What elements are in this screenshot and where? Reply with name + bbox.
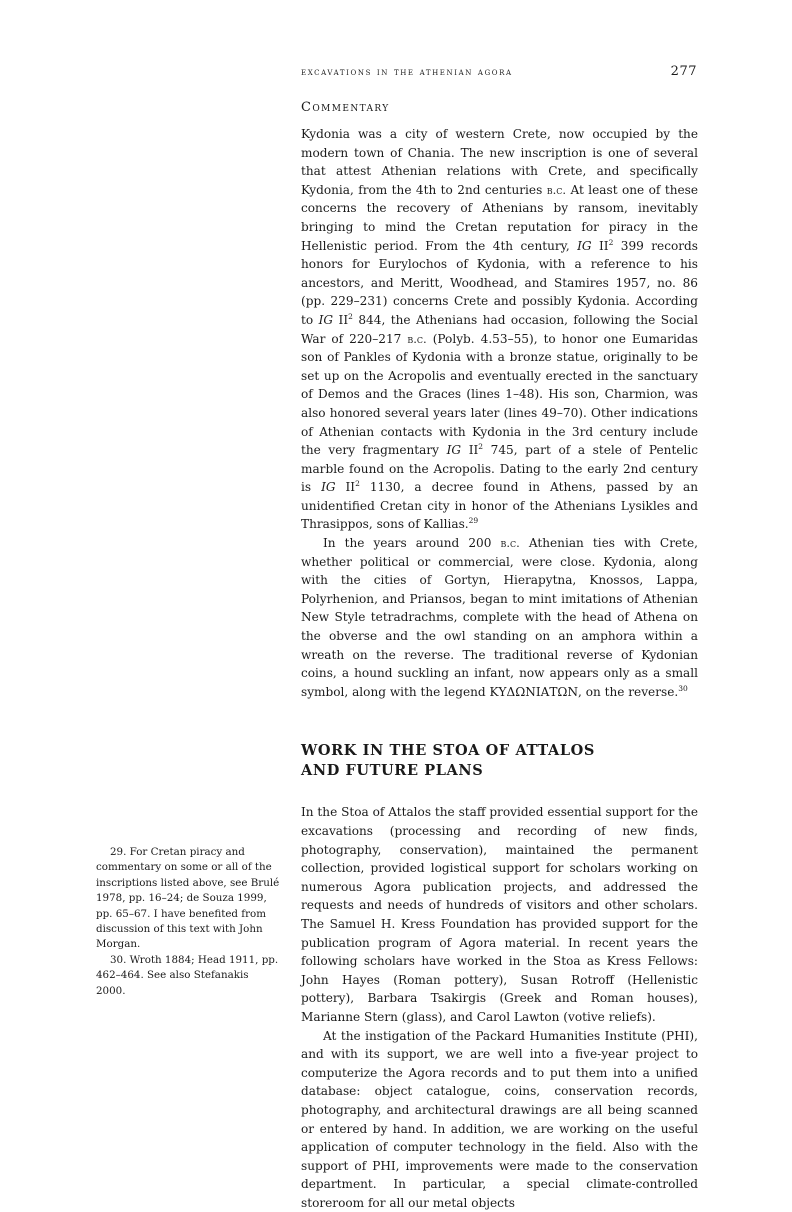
ig-edition: 2	[478, 442, 484, 452]
section-paragraph-1: In the Stoa of Attalos the staff provided essential support for the excavations (processing and recording of new finds, photography, conservation), maintained the permanent collection, provided logistical support for scholars working on numerous Agora publication projects, and addressed the requests and needs of hundreds of visitors and other scholars. The Samuel H. Kress Foundation has provided support for the publication program of Agora material. In recent years the following scholars have worked in the Stoa as Kress Fellows: John Hayes (Roman pottery), Susan Rotroff (Hellenistic pottery), Barbara Tsakirgis (Greek and Roman houses), Marianne Stern (glass), and Carol Lawton (votive reliefs).	[301, 805, 698, 1024]
running-head-title: excavations in the athenian agora	[301, 66, 513, 78]
text-run: 745, part of a stele of Pentelic marble found on the Acropolis. Dating to the early 2nd century is	[301, 443, 698, 495]
text-run: Kydonia was a city of western Crete, now occupied by the modern town of Chania. The new inscription is one of several that attest Athenian relations with Crete, and specifically Kydonia, from the 4th to 2nd centuries	[301, 127, 698, 197]
era-abbrev: b.c.	[407, 331, 427, 346]
footnote-29: 29. For Cretan piracy and commentary on some or all of the inscriptions listed above, see Brulé 1978, pp. 16–24; de Souza 1999, pp. 65–67. I have benefited from discussion of this text with John Morgan.	[96, 846, 280, 951]
text-run: 844, the Athenians had occasion, following the Social War of 220–217	[301, 312, 698, 346]
page-number: 277	[670, 64, 697, 79]
text-run: 1130, a decree found in Athens, passed by an unidentified Cretan city in honor of the Athenians Lysikles and Thrasippos, sons of Kallias.	[301, 480, 699, 532]
era-abbrev: b.c.	[500, 536, 520, 551]
section-heading-line-2: AND FUTURE PLANS	[301, 762, 484, 780]
ig-abbrev: IG	[318, 312, 334, 327]
commentary-paragraph-2	[301, 534, 698, 701]
running-head	[301, 64, 697, 82]
footnote-marker-29[interactable]: 29	[468, 516, 479, 526]
ig-edition: 2	[348, 311, 353, 321]
text-run: Athenian ties with Crete, whether political or commercial, were close. Kydonia, along with the cities of Gortyn, Hierapytna, Knossos, Lappa, Polyrhenion, and Priansos, began to mint imitations of Athenian New Style tetradrachms, complete with the head of Athena on the obverse and the owl standing on an amphora within a wreath on the reverse. The traditional reverse of Kydonian coins, a hound suckling an infant, now appears only as a small symbol, along with the legend ΚΥΔΩΝΙΑΤΩΝ, on the reverse.	[301, 536, 698, 699]
text-run: At least one of these concerns the recovery of Athenians by ransom, inevitably bringing to mind the Cretan reputation for piracy in the Hellenistic period. From the 4th century,	[301, 182, 698, 253]
footnote-marker-30[interactable]: 30	[678, 683, 688, 693]
ig-volume: II	[335, 480, 356, 495]
section-paragraph-2: At the instigation of the Packard Humanities Institute (PHI), and with its support, we are well into a five-year project to computerize the Agora records and to put them into a unified database: object catalogue, coins, conservation records, photography, and architectural drawings are all being scanned or entered by hand. In addition, we are working on the useful application of computer technology in the field. Also with the support of PHI, improvements were made to the conservation department. In particular, a special climate-controlled storeroom for all our metal objects	[301, 1028, 698, 1210]
era-abbrev: b.c.	[546, 182, 567, 197]
ig-edition: 2	[608, 237, 614, 247]
text-run: In the years around 200	[323, 536, 501, 551]
footnote-30: 30. Wroth 1884; Head 1911, pp. 462–464. See also Stefanakis 2000.	[96, 953, 279, 997]
ig-abbrev: IG	[577, 238, 592, 253]
main-column	[301, 100, 698, 1212]
footnotes	[96, 845, 281, 999]
text-run: 399 records honors for Eurylochos of Kydonia, with a reference to his ancestors, and Meritt, Woodhead, and Stamires 1957, no. 86 (pp. 229–231) concerns Crete and possibly Kydonia. According to	[301, 238, 698, 327]
ig-abbrev: IG	[446, 443, 462, 458]
ig-abbrev: IG	[321, 480, 336, 495]
section-heading	[301, 741, 698, 781]
section-heading-line-1: WORK IN THE STOA OF ATTALOS	[301, 742, 595, 760]
ig-volume: II	[461, 443, 479, 458]
commentary-heading: Commentary	[301, 100, 390, 115]
ig-volume: II	[333, 312, 349, 327]
ig-volume: II	[591, 238, 609, 253]
ig-edition: 2	[355, 479, 360, 489]
text-run: (Polyb. 4.53–55), to honor one Eumaridas son of Pankles of Kydonia with a bronze statue, originally to be set up on the Acropolis and eventually erected in the sanctuary of Demos and the Graces (lines 1–48). His son, Charmion, was also honored several years later (lines 49–70). Other indications of Athenian contacts with Kydonia in the 3rd century include the very fragmentary	[301, 331, 698, 458]
commentary-paragraph-1	[301, 125, 698, 534]
